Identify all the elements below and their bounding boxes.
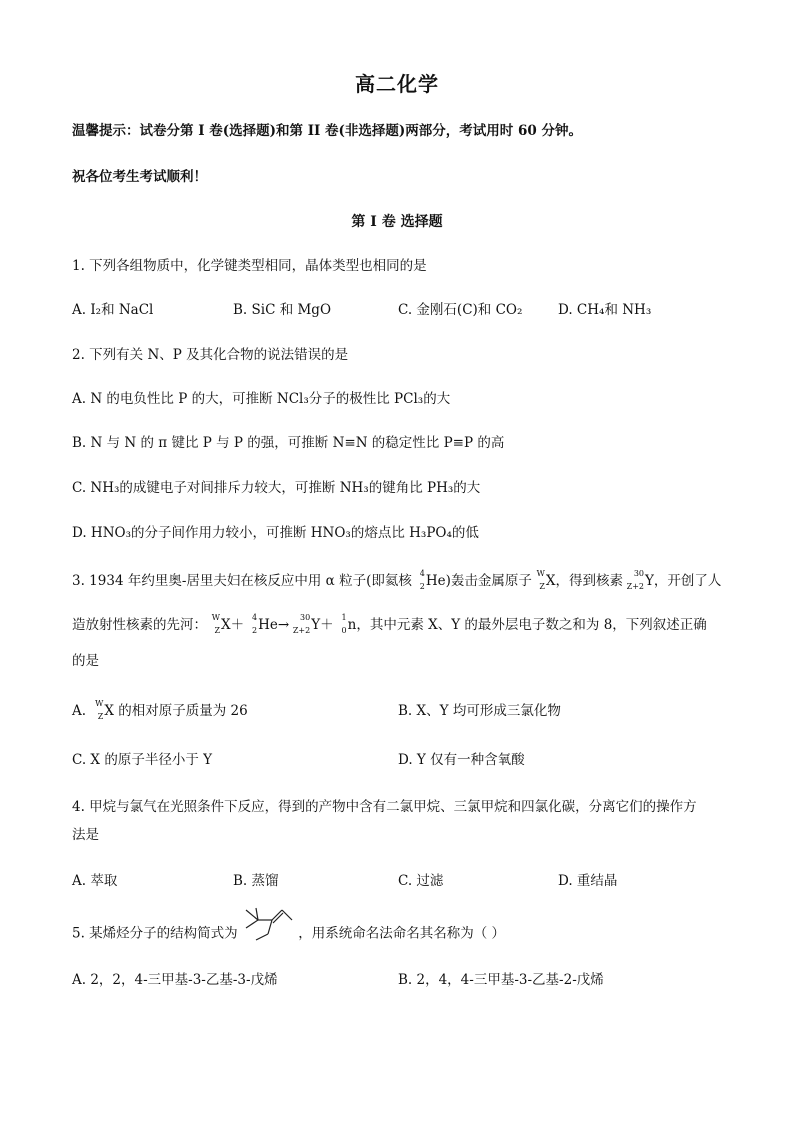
q3-stem-line3: 的是 — [72, 653, 99, 669]
q1-option-c: C. 金刚石(C)和 CO₂ — [398, 302, 523, 318]
q1-option-d: D. CH₄和 NH₃ — [558, 302, 652, 318]
q3-stem-line1: 3. 1934 年约里奥-居里夫妇在核反应中用 α 粒子(即氦核 4 2 He)轰击金属原子 W Z X，得到核素 30 Z+2 Y，开创了人 — [72, 568, 722, 591]
q4-option-c: C. 过滤 — [398, 873, 444, 889]
q3-stem-line2: 造放射性核素的先河： W Z X＋ 4 2 He→ 30 Z+2 Y＋ 1 0 n，其中元素 X、Y 的最外层电子数之和为 8，下列叙述正确 — [72, 612, 707, 635]
he-nuclide: 4 2 — [419, 568, 425, 591]
q5-option-a: A. 2，2，4-三甲基-3-乙基-3-戊烯 — [72, 972, 278, 988]
neutron-nuclide: 1 0 — [341, 612, 347, 635]
q2-stem: 2. 下列有关 N、P 及其化合物的说法错误的是 — [72, 347, 349, 363]
q1-option-a: A. I₂和 NaCl — [72, 302, 154, 318]
q2-option-b: B. N 与 N 的 π 键比 P 与 P 的强，可推断 N≡N 的稳定性比 P≡P 的高 — [72, 435, 505, 451]
q3-option-c: C. X 的原子半径小于 Y — [72, 752, 213, 768]
q1-stem: 1. 下列各组物质中，化学键类型相同，晶体类型也相同的是 — [72, 258, 427, 274]
q5-option-b: B. 2，4，4-三甲基-3-乙基-2-戊烯 — [398, 972, 604, 988]
exam-tips: 温馨提示：试卷分第 I 卷(选择题)和第 II 卷(非选择题)两部分，考试用时 60 分钟。 — [72, 123, 582, 139]
q3-option-b: B. X、Y 均可形成三氯化物 — [398, 703, 561, 719]
page-title: 高二化学 — [355, 72, 439, 96]
q3-option-a: A. W Z X 的相对原子质量为 26 — [72, 698, 248, 721]
q4-stem-line2: 法是 — [72, 827, 99, 843]
alkene-structure-image — [242, 906, 294, 948]
q1-option-b: B. SiC 和 MgO — [233, 302, 332, 318]
y-nuclide: 30 Z+2 — [626, 568, 645, 591]
x-nuclide: W Z — [536, 568, 545, 591]
exam-wish: 祝各位考生考试顺利！ — [72, 169, 207, 185]
section-heading: 第 I 卷 选择题 — [351, 214, 443, 230]
q2-option-d: D. HNO₃的分子间作用力较小，可推断 HNO₃的熔点比 H₃PO₄的低 — [72, 525, 479, 541]
q2-option-a: A. N 的电负性比 P 的大，可推断 NCl₃分子的极性比 PCl₃的大 — [72, 391, 451, 407]
q2-option-c: C. NH₃的成键电子对间排斥力较大，可推断 NH₃的键角比 PH₃的大 — [72, 480, 481, 496]
q4-option-b: B. 蒸馏 — [233, 873, 279, 889]
q4-option-d: D. 重结晶 — [558, 873, 618, 889]
q4-stem-line1: 4. 甲烷与氯气在光照条件下反应，得到的产物中含有二氯甲烷、三氯甲烷和四氯化碳，分离它们的操作方 — [72, 799, 697, 815]
q5-stem: 5. 某烯烃分子的结构简式为 ，用系统命名法命名其名称为（ ） — [72, 920, 505, 948]
q4-option-a: A. 萃取 — [72, 873, 118, 889]
q3-option-d: D. Y 仅有一种含氧酸 — [398, 752, 525, 768]
